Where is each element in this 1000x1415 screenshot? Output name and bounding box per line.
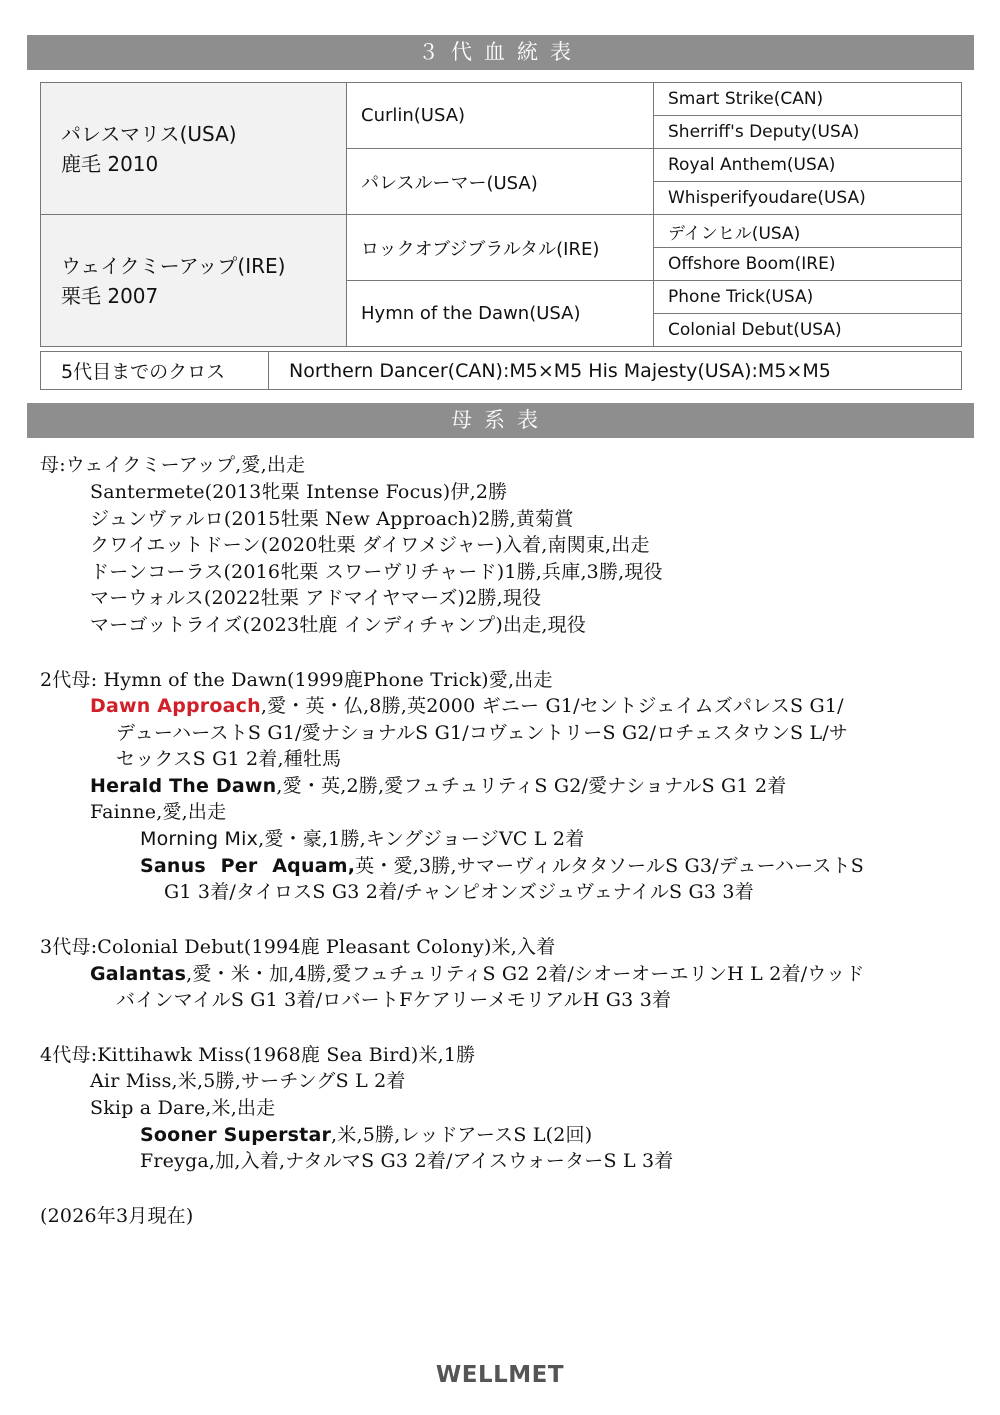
offspring-line: マーウォルス(2022牡栗 アドマイヤマーズ)2勝,現役: [90, 587, 542, 609]
sire-sire: Curlin(USA): [347, 83, 654, 149]
grandparent-cell: Sherriff's Deputy(USA): [654, 116, 962, 149]
dam-cell: [41, 215, 347, 347]
offspring-line: Santermete(2013牝栗 Intense Focus)伊,2勝: [90, 481, 508, 503]
second-dam-line: 2代母: Hymn of the Dawn(1999鹿Phone Trick)愛,出走: [40, 669, 553, 691]
sire-dam: パレスルーマー(USA): [347, 149, 654, 215]
offspring-line: Air Miss,米,5勝,サーチングS L 2着: [90, 1070, 406, 1092]
dam-coat: 栗毛 2007: [61, 283, 159, 308]
horse-name: Sooner Superstar: [140, 1124, 332, 1146]
continuation-line: バインマイルS G1 3着/ロバートFケアリーメモリアルH G3 3着: [116, 989, 672, 1011]
horse-name: Morning Mix: [140, 828, 259, 850]
grandparent-cell: Offshore Boom(IRE): [654, 248, 962, 281]
offspring-line: ドーンコーラス(2016牝栗 スワーヴリチャード)1勝,兵庫,3勝,現役: [90, 561, 663, 583]
pedigree-header: ３代血統表: [27, 35, 974, 70]
grandparent-cell: Royal Anthem(USA): [654, 149, 962, 182]
sire-cell: [41, 83, 347, 215]
offspring-line: Skip a Dare,米,出走: [90, 1097, 276, 1119]
as-of-date: (2026年3月現在): [40, 1205, 194, 1227]
dam-name: ウェイクミーアップ(IRE): [61, 253, 286, 278]
grandparent-cell: Smart Strike(CAN): [654, 83, 962, 116]
fourth-dam-line: 4代母:Kittihawk Miss(1968鹿 Sea Bird)米,1勝: [40, 1044, 476, 1066]
horse-name: Herald The Dawn: [90, 775, 277, 797]
dam-sire: ロックオブジブラルタル(IRE): [347, 215, 654, 281]
third-dam-line: 3代母:Colonial Debut(1994鹿 Pleasant Colony)米,入着: [40, 936, 556, 958]
horse-name: Sanus Per Aquam,: [140, 855, 356, 877]
horse-name: Galantas: [90, 963, 187, 985]
continuation-line: デューハーストS G1/愛ナショナルS G1/コヴェントリーS G2/ロチェスタウンS L/サ: [116, 722, 849, 744]
sire-name: パレスマリス(USA): [61, 121, 237, 146]
grand-offspring-line: Sooner Superstar,米,5勝,レッドアースS L(2回): [140, 1124, 593, 1146]
dam-line: 母:ウェイクミーアップ,愛,出走: [40, 454, 306, 476]
continuation-line: G1 3着/タイロスS G3 2着/チャンピオンズジュヴェナイルS G3 3着: [164, 881, 754, 903]
continuation-line: セックスS G1 2着,種牡馬: [116, 748, 342, 770]
wellmet-logo: WELLMET: [435, 1362, 565, 1388]
grandparent-cell: Phone Trick(USA): [654, 281, 962, 314]
offspring-line: Herald The Dawn,愛・英,2勝,愛フュチュリティS G2/愛ナショナルS G1 2着: [90, 775, 787, 797]
cross-table: [40, 351, 962, 390]
sire-coat: 鹿毛 2010: [61, 151, 159, 176]
cross-label: 5代目までのクロス: [41, 352, 269, 390]
family-header: 母系表: [27, 403, 974, 438]
grandparent-cell: Whisperifyoudare(USA): [654, 182, 962, 215]
dam-dam: Hymn of the Dawn(USA): [347, 281, 654, 347]
grand-offspring-line: Sanus Per Aquam,英・愛,3勝,サマーヴィルタタソールS G3/デューハーストS: [140, 855, 864, 877]
offspring-line: Dawn Approach,愛・英・仏,8勝,英2000 ギニー G1/セントジェイムズパレスS G1/: [90, 695, 844, 717]
horse-name: Dawn Approach: [90, 695, 261, 717]
grandparent-cell: デインヒル(USA): [654, 215, 962, 248]
offspring-line: クワイエットドーン(2020牡栗 ダイワメジャー)入着,南関東,出走: [90, 534, 650, 556]
offspring-line: Fainne,愛,出走: [90, 801, 227, 823]
grand-offspring-line: Morning Mix,愛・豪,1勝,キングジョージVC L 2着: [140, 828, 585, 850]
offspring-line: マーゴットライズ(2023牡鹿 インディチャンプ)出走,現役: [90, 614, 587, 636]
offspring-line: ジュンヴァルロ(2015牡栗 New Approach)2勝,黄菊賞: [90, 508, 574, 530]
offspring-line: Galantas,愛・米・加,4勝,愛フュチュリティS G2 2着/シオーオーエリンH L 2着/ウッド: [90, 963, 865, 985]
pedigree-table: [40, 82, 962, 347]
cross-value: Northern Dancer(CAN):M5×M5 His Majesty(USA):M5×M5: [269, 352, 962, 390]
grand-offspring-line: Freyga,加,入着,ナタルマS G3 2着/アイスウォーターS L 3着: [140, 1150, 674, 1172]
grandparent-cell: Colonial Debut(USA): [654, 314, 962, 347]
